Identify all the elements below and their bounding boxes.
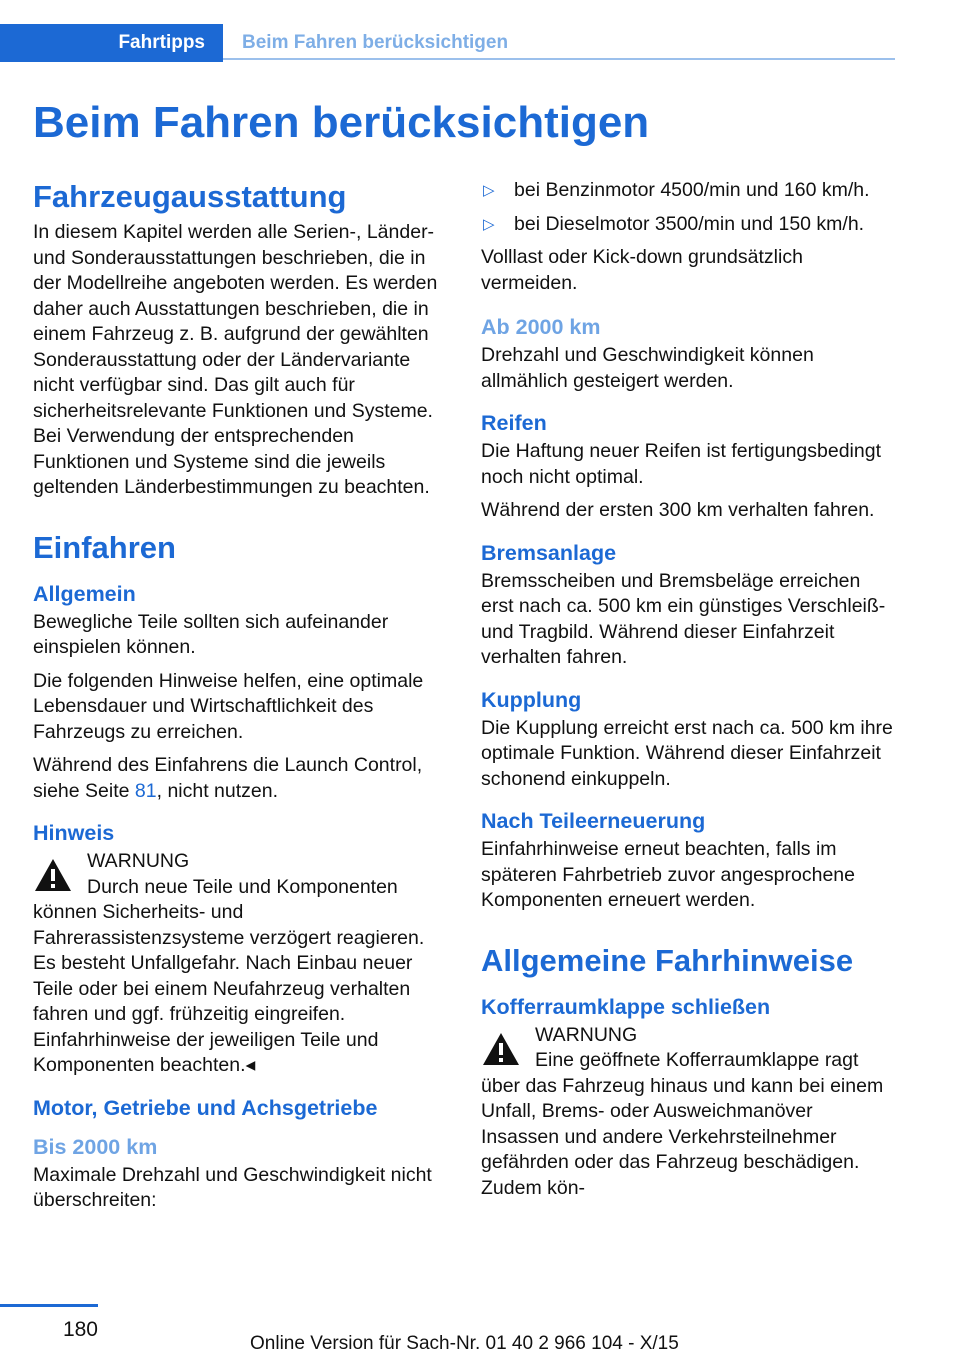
warning-triangle-icon: [481, 1031, 521, 1067]
list-item: [481, 178, 895, 204]
triangle-bullet-icon: ▷: [483, 215, 495, 233]
footer-online-version: Online Version für Sach-Nr. 01 40 2 966 104 - X/15: [250, 1333, 679, 1354]
page-title: Beim Fahren berücksichtigen: [33, 98, 650, 147]
tab-fahrtipps[interactable]: Fahrtipps: [0, 24, 223, 62]
warning-label: WARNUNG: [87, 850, 190, 872]
triangle-bullet-icon: ▷: [483, 182, 495, 199]
paragraph-bis-2000-km: Maximale Drehzahl und Geschwindigkeit nicht überschreiten:: [33, 1163, 432, 1211]
page-number: 180: [62, 1318, 98, 1341]
heading-einfahren: Einfahren: [33, 529, 176, 565]
heading-reifen: Reifen: [481, 411, 547, 435]
heading-kofferraumklappe: Kofferraumklappe schließen: [481, 994, 771, 1019]
warning-text: Durch neue Teile und Komponenten können Sicherheits- und Fahrerassistenzsysteme verzögert reagieren. Es besteht Unfallgefahr. Nach Einbau neuer Teile oder bei einem Neufahrzeug verhalten fahren und ggf. frühzeitig eingreifen. Einfahrhinweise der jeweiligen Teile und Komponenten beachten.◂: [33, 875, 425, 1076]
paragraph-kupplung: Die Kupplung erreicht erst nach ca. 500 km ihre optimale Funktion. Während dieser Einfahrzeit schonend einkuppeln.: [481, 716, 893, 790]
rpm-limit-list: [481, 178, 895, 237]
warning-box-einfahren: [33, 849, 447, 1079]
paragraph-nach-teileerneuerung: Einfahrhinweise erneut beachten, falls im späteren Fahrbetrieb zuvor angesprochene Komponenten erneuert werden.: [481, 838, 855, 911]
warning-label: WARNUNG: [535, 1023, 638, 1046]
list-item: [481, 212, 895, 238]
heading-hinweis: Hinweis: [33, 821, 115, 845]
warning-triangle-icon: [33, 857, 73, 893]
paragraph-launch-control: [33, 753, 447, 804]
left-column: [33, 178, 447, 1222]
paragraph-ab-2000-km: Drehzahl und Geschwindigkeit können allmählich gesteigert werden.: [481, 344, 814, 392]
heading-allgemein: Allgemein: [33, 581, 136, 606]
heading-fahrzeugausstattung: Fahrzeugausstattung: [33, 179, 347, 214]
heading-ab-2000-km: Ab 2000 km: [481, 315, 601, 339]
list-item-text: bei Dieselmotor 3500/min und 150 km/h.: [514, 212, 865, 235]
paragraph-allgemein-2: Die folgenden Hinweise helfen, eine optimale Lebensdauer und Wirtschaftlichkeit des Fahrzeugs zu erreichen.: [33, 669, 424, 743]
header-tabbar: [0, 24, 895, 62]
paragraph-fahrzeugausstattung: In diesem Kapitel werden alle Serien-, Länder- und Sonderausstattungen beschrieben, die in der Modellreihe angeboten werden. Es werden daher auch Ausstattungen beschrieben, die in einem Fahrzeug z. B. aufgrund der gewählten Sonderausstattung oder der Ländervariante nicht verfügbar sind. Das gilt auch für sicherheitsrelevante Funktionen und Systeme. Bei Verwendung der entsprechenden Funktionen und Systeme sind die jeweils geltenden Länderbestimmungen zu beachten.: [33, 221, 438, 498]
heading-bis-2000-km: Bis 2000 km: [33, 1134, 158, 1159]
heading-nach-teileerneuerung: Nach Teileerneuerung: [481, 809, 706, 833]
warning-box-kofferraum: [481, 1023, 895, 1202]
heading-motor-getriebe: Motor, Getriebe und Achsgetriebe: [33, 1095, 378, 1120]
launch-text-before: Während des Einfahrens die Launch Control, siehe Seite: [33, 754, 423, 802]
paragraph-bremsanlage: Bremsscheiben und Bremsbeläge erreichen erst nach ca. 500 km ein günstiges Verschleiß- und Tragbild. Während dieser Einfahrzeit verhalten fahren.: [481, 569, 886, 668]
header-rule: [223, 58, 895, 60]
paragraph-reifen-1: Die Haftung neuer Reifen ist fertigungsbedingt noch nicht optimal.: [481, 440, 881, 488]
footer-accent-bar: [0, 1304, 98, 1307]
warning-text: Eine geöffnete Kofferraumklappe ragt über das Fahrzeug hinaus und kann bei einem Unfall, Brems- oder Ausweichmanöver Insassen und andere Verkehrsteilnehmer gefährden oder das Fahrzeug beschädigen. Zudem kön-: [481, 1049, 884, 1199]
launch-text-after: , nicht nutzen.: [156, 779, 279, 802]
heading-kupplung: Kupplung: [481, 687, 582, 712]
page-link-81[interactable]: 81: [134, 779, 157, 802]
paragraph-allgemein-1: Bewegliche Teile sollten sich aufeinander einspielen können.: [33, 610, 389, 658]
paragraph-volllast: Volllast oder Kick-down grundsätzlich vermeiden.: [481, 246, 803, 294]
list-item-text: bei Benzinmotor 4500/min und 160 km/h.: [514, 179, 870, 201]
paragraph-reifen-2: Während der ersten 300 km verhalten fahren.: [481, 499, 875, 521]
heading-allgemeine-fahrhinweise: Allgemeine Fahrhinweise: [481, 942, 854, 978]
heading-bremsanlage: Bremsanlage: [481, 540, 617, 565]
right-column: [481, 178, 895, 1209]
tab-beim-fahren[interactable]: Beim Fahren berücksichtigen: [242, 32, 509, 53]
